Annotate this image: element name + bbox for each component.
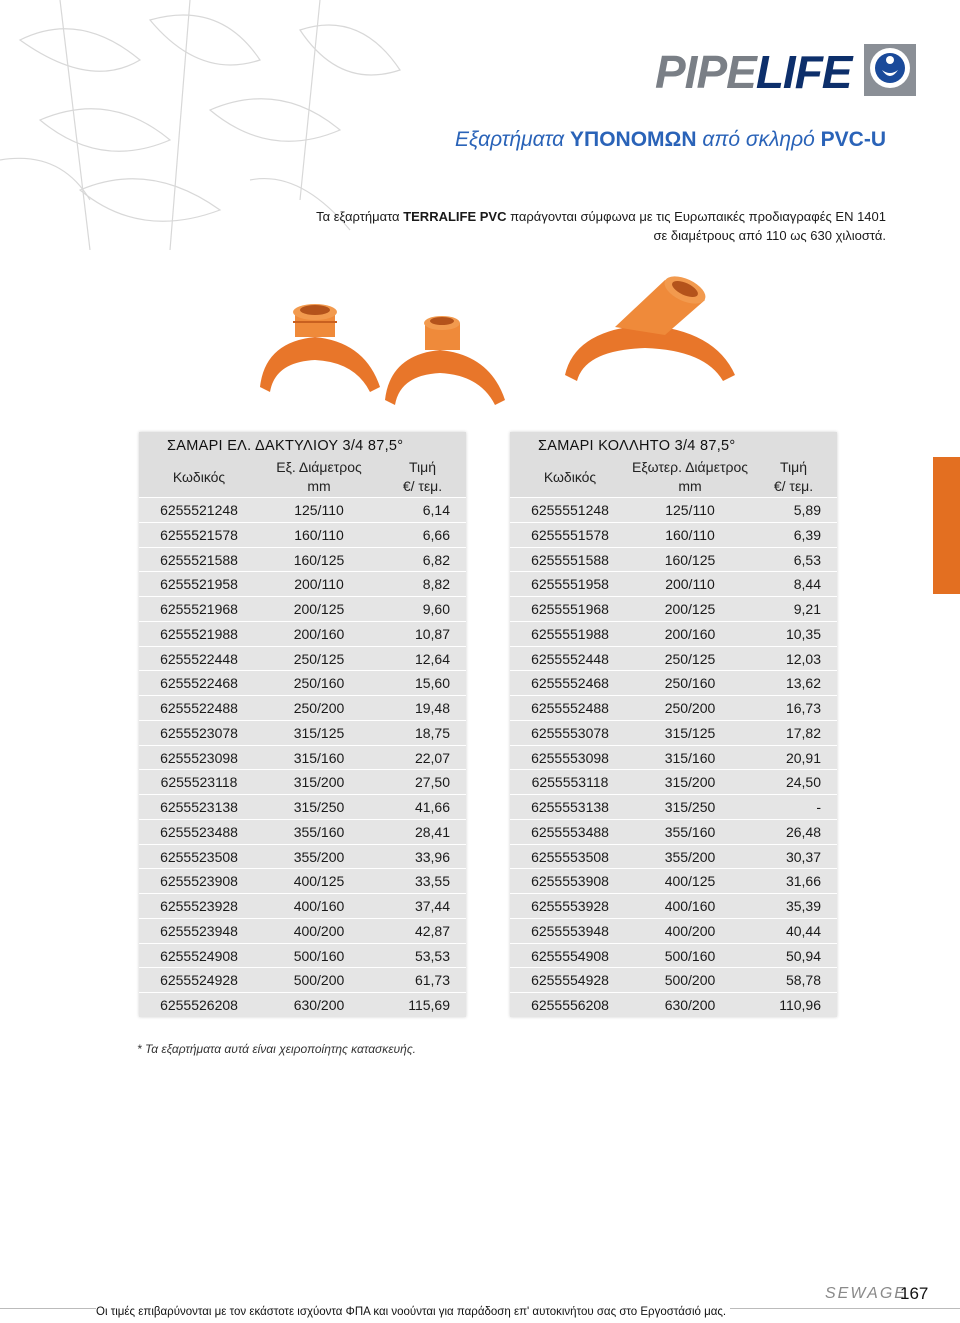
cell-diameter: 200/110 <box>294 576 344 593</box>
cell-price: 9,60 <box>422 601 450 617</box>
cell-price: 115,69 <box>408 997 450 1013</box>
table-saddle-ring <box>139 432 466 1017</box>
cell-price: 5,89 <box>793 502 821 518</box>
cell-price: 53,53 <box>414 947 450 964</box>
cell-price: 10,87 <box>414 625 450 642</box>
title-prefix: Εξαρτήματα <box>455 128 565 151</box>
cell-diameter: 630/200 <box>664 997 716 1013</box>
col-price-header <box>379 457 466 497</box>
cell-diameter: 400/160 <box>664 898 716 914</box>
table-row <box>510 918 837 943</box>
cell-diameter: 400/125 <box>664 873 716 890</box>
logo-wordmark <box>655 44 852 100</box>
title-middle: από σκληρό <box>702 128 815 151</box>
cell-diameter: 250/160 <box>293 675 345 692</box>
page-title <box>455 128 886 152</box>
cell-diameter: 250/200 <box>293 700 345 716</box>
cell-code: 6255553488 <box>531 823 609 840</box>
table-title: ΣΑΜΑΡΙ ΚΟΛΛΗΤΟ 3/4 87,5° <box>538 438 736 454</box>
cell-code: 6255551968 <box>531 601 609 617</box>
table-row <box>139 967 466 992</box>
cell-price: 31,66 <box>785 873 821 890</box>
cell-diameter: 315/160 <box>664 749 716 766</box>
title-bold-2: PVC-U <box>820 128 886 151</box>
cell-code: 6255523928 <box>160 898 238 914</box>
cell-code: 6255553098 <box>531 749 609 766</box>
cell-price: 41,66 <box>414 799 450 815</box>
cell-price: 22,07 <box>414 749 450 766</box>
cell-diameter: 160/110 <box>665 526 715 543</box>
cell-price: 33,55 <box>414 873 450 890</box>
cell-diameter: 125/110 <box>294 502 344 518</box>
cell-diameter: 200/125 <box>664 601 716 617</box>
cell-code: 6255523098 <box>160 749 238 766</box>
col-code-header: Κωδικός <box>543 469 597 485</box>
cell-code: 6255551588 <box>531 551 609 568</box>
cell-price: 16,73 <box>785 700 821 716</box>
cell-price: 6,82 <box>422 551 450 568</box>
cell-diameter: 160/125 <box>664 551 716 568</box>
table-row <box>139 794 466 819</box>
cell-diameter: 200/125 <box>293 601 345 617</box>
cell-price: 18,75 <box>414 724 450 741</box>
cell-code: 6255553118 <box>531 774 609 791</box>
cell-price: 12,03 <box>785 650 821 667</box>
logo-pipe: PIPE <box>655 46 756 98</box>
table-row <box>510 646 837 671</box>
cell-diameter: 400/200 <box>293 922 345 939</box>
cell-price: 6,14 <box>422 502 450 518</box>
cell-price: 15,60 <box>414 675 450 692</box>
cell-code: 6255552488 <box>531 700 609 716</box>
cell-diameter: 500/200 <box>664 972 716 989</box>
cell-diameter: 315/200 <box>664 774 716 791</box>
cell-diameter: 500/160 <box>293 947 345 964</box>
table-row <box>139 745 466 770</box>
col-diameter-header <box>259 457 379 497</box>
cell-code: 6255551248 <box>531 502 609 518</box>
table-row <box>139 497 466 522</box>
cell-diameter: 160/125 <box>293 551 345 568</box>
table-row <box>510 794 837 819</box>
table-row <box>139 522 466 547</box>
table-row <box>510 819 837 844</box>
col-price-header <box>750 457 837 497</box>
cell-price: 8,44 <box>793 576 821 593</box>
table-row <box>139 670 466 695</box>
cell-price: 27,50 <box>414 774 450 791</box>
col-code-header: Κωδικός <box>172 469 226 485</box>
table-row <box>510 522 837 547</box>
col-diameter-line2: mm <box>307 478 331 494</box>
cell-diameter: 200/110 <box>665 576 715 593</box>
table-row <box>510 943 837 968</box>
cell-code: 6255521248 <box>160 502 238 518</box>
table-title: ΣΑΜΑΡΙ ΕΛ. ΔΑΚΤΥΛΙΟΥ 3/4 87,5° <box>167 438 404 454</box>
cell-code: 6255552448 <box>531 650 609 667</box>
cell-price: 20,91 <box>785 749 821 766</box>
cell-diameter: 250/125 <box>293 650 345 667</box>
cell-price: 13,62 <box>785 675 821 692</box>
intro-text <box>316 207 886 245</box>
cell-code: 6255553078 <box>531 724 609 741</box>
page-number: 167 <box>900 1284 929 1303</box>
logo-badge-icon <box>860 40 920 100</box>
intro-bold: TERRALIFE PVC <box>403 209 507 224</box>
table-header <box>510 432 837 497</box>
cell-price: 110,96 <box>779 997 821 1013</box>
column-headers <box>139 457 466 497</box>
cell-diameter: 315/125 <box>293 724 345 741</box>
side-tab-marker <box>933 457 960 594</box>
cell-diameter: 315/200 <box>293 774 345 791</box>
intro-line-2: σε διαμέτρους από 110 ως 630 χιλιοστά. <box>653 228 886 243</box>
cell-price: 6,53 <box>793 551 821 568</box>
cell-diameter: 250/125 <box>664 650 716 667</box>
cell-code: 6255526208 <box>160 997 238 1013</box>
cell-code: 6255554908 <box>531 947 609 964</box>
table-row <box>510 720 837 745</box>
cell-price: 33,96 <box>414 848 450 865</box>
table-row <box>139 992 466 1017</box>
table-row <box>510 769 837 794</box>
cell-diameter: 400/160 <box>293 898 345 914</box>
table-body <box>139 497 466 1017</box>
cell-code: 6255523908 <box>160 873 238 890</box>
cell-diameter: 315/125 <box>664 724 716 741</box>
saddle-ring-photo-2 <box>380 305 510 415</box>
intro-post: παράγονται σύμφωνα με τις Ευρωπαικές προδιαγραφές ΕΝ 1401 <box>510 209 886 224</box>
cell-code: 6255523948 <box>160 922 238 939</box>
cell-price: 30,37 <box>785 848 821 865</box>
cell-code: 6255521968 <box>160 601 238 617</box>
col-diameter-line1: Εξωτερ. Διάμετρος <box>632 459 748 475</box>
table-row <box>510 745 837 770</box>
cell-diameter: 250/160 <box>664 675 716 692</box>
cell-price: 17,82 <box>785 724 821 741</box>
cell-price: 37,44 <box>414 898 450 914</box>
table-row <box>139 893 466 918</box>
table-row <box>139 646 466 671</box>
cell-diameter: 250/200 <box>664 700 716 716</box>
table-header <box>139 432 466 497</box>
handmade-note: * Τα εξαρτήματα αυτά είναι χειροποίητης κατασκευής. <box>137 1042 416 1056</box>
col-diameter-line1: Εξ. Διάμετρος <box>276 459 362 475</box>
col-price-line1: Τιμή <box>780 459 807 475</box>
cell-code: 6255521988 <box>160 625 238 642</box>
cell-code: 6255522448 <box>160 650 238 667</box>
cell-diameter: 355/160 <box>293 823 345 840</box>
table-row <box>139 596 466 621</box>
cell-code: 6255553138 <box>531 799 609 815</box>
table-row <box>139 943 466 968</box>
cell-price: - <box>816 799 821 815</box>
saddle-glued-photo <box>555 265 745 390</box>
cell-diameter: 160/110 <box>294 526 344 543</box>
table-row <box>510 497 837 522</box>
cell-code: 6255523488 <box>160 823 238 840</box>
cell-code: 6255553508 <box>531 848 609 865</box>
cell-price: 42,87 <box>414 922 450 939</box>
table-body <box>510 497 837 1017</box>
table-row <box>510 967 837 992</box>
col-price-line2: €/ τεμ. <box>402 478 443 494</box>
cell-diameter: 355/160 <box>664 823 716 840</box>
table-row <box>139 547 466 572</box>
cell-diameter: 500/200 <box>293 972 345 989</box>
cell-diameter: 355/200 <box>664 848 716 865</box>
table-row <box>510 868 837 893</box>
table-saddle-glued <box>510 432 837 1017</box>
cell-price: 9,21 <box>793 601 821 617</box>
cell-diameter: 315/250 <box>293 799 345 815</box>
cell-code: 6255523508 <box>160 848 238 865</box>
table-row <box>139 769 466 794</box>
title-bold-1: ΥΠΟΝΟΜΩΝ <box>570 128 697 151</box>
cell-price: 24,50 <box>785 774 821 791</box>
cell-code: 6255522488 <box>160 700 238 716</box>
cell-code: 6255523078 <box>160 724 238 741</box>
cell-code: 6255551578 <box>531 526 609 543</box>
cell-diameter: 315/250 <box>664 799 716 815</box>
cell-price: 26,48 <box>785 823 821 840</box>
cell-price: 61,73 <box>414 972 450 989</box>
col-diameter-line2: mm <box>678 478 702 494</box>
cell-diameter: 125/110 <box>665 502 715 518</box>
cell-code: 6255524928 <box>160 972 238 989</box>
intro-pre: Τα εξαρτήματα <box>316 209 400 224</box>
saddle-ring-photo-1 <box>255 292 385 402</box>
table-row <box>510 670 837 695</box>
table-row <box>139 720 466 745</box>
cell-diameter: 400/125 <box>293 873 345 890</box>
table-row <box>510 893 837 918</box>
cell-code: 6255554928 <box>531 972 609 989</box>
table-row <box>510 992 837 1017</box>
cell-diameter: 630/200 <box>293 997 345 1013</box>
cell-code: 6255523118 <box>160 774 238 791</box>
cell-code: 6255556208 <box>531 997 609 1013</box>
cell-diameter: 315/160 <box>293 749 345 766</box>
table-row <box>510 844 837 869</box>
cell-code: 6255521588 <box>160 551 238 568</box>
cell-price: 8,82 <box>422 576 450 593</box>
cell-price: 58,78 <box>785 972 821 989</box>
logo-life: LIFE <box>755 46 852 98</box>
cell-code: 6255521958 <box>160 576 238 593</box>
table-row <box>510 571 837 596</box>
table-row <box>139 844 466 869</box>
cell-code: 6255521578 <box>160 526 238 543</box>
cell-price: 28,41 <box>414 823 450 840</box>
col-diameter-header <box>630 457 750 497</box>
cell-code: 6255552468 <box>531 675 609 692</box>
table-row <box>139 695 466 720</box>
table-row <box>139 571 466 596</box>
col-price-line1: Τιμή <box>409 459 436 475</box>
pipelife-logo <box>655 40 920 104</box>
cell-price: 19,48 <box>414 700 450 716</box>
cell-price: 50,94 <box>785 947 821 964</box>
cell-price: 40,44 <box>785 922 821 939</box>
cell-code: 6255523138 <box>160 799 238 815</box>
table-row <box>139 621 466 646</box>
table-row <box>510 621 837 646</box>
section-label: SEWAGE <box>825 1285 907 1302</box>
cell-code: 6255524908 <box>160 947 238 964</box>
cell-code: 6255553928 <box>531 898 609 914</box>
cell-diameter: 355/200 <box>293 848 345 865</box>
column-headers <box>510 457 837 497</box>
cell-diameter: 400/200 <box>664 922 716 939</box>
table-row <box>510 596 837 621</box>
table-row <box>510 695 837 720</box>
cell-price: 6,66 <box>422 526 450 543</box>
cell-diameter: 200/160 <box>664 625 716 642</box>
table-row <box>139 868 466 893</box>
cell-code: 6255553948 <box>531 922 609 939</box>
col-price-line2: €/ τεμ. <box>773 478 814 494</box>
footer-disclaimer: Οι τιμές επιβαρύνονται με τον εκάστοτε ισχύοντα ΦΠΑ και νοούνται για παράδοση επ' αυτοκινήτου σας στο Εργοστάσιό μας. <box>96 1306 730 1318</box>
table-row <box>139 918 466 943</box>
table-row <box>139 819 466 844</box>
cell-diameter: 200/160 <box>293 625 345 642</box>
cell-price: 6,39 <box>793 526 821 543</box>
cell-price: 35,39 <box>785 898 821 914</box>
table-row <box>510 547 837 572</box>
cell-price: 12,64 <box>414 650 450 667</box>
cell-code: 6255522468 <box>160 675 238 692</box>
cell-diameter: 500/160 <box>664 947 716 964</box>
cell-code: 6255551988 <box>531 625 609 642</box>
cell-price: 10,35 <box>785 625 821 642</box>
cell-code: 6255553908 <box>531 873 609 890</box>
cell-code: 6255551958 <box>531 576 609 593</box>
